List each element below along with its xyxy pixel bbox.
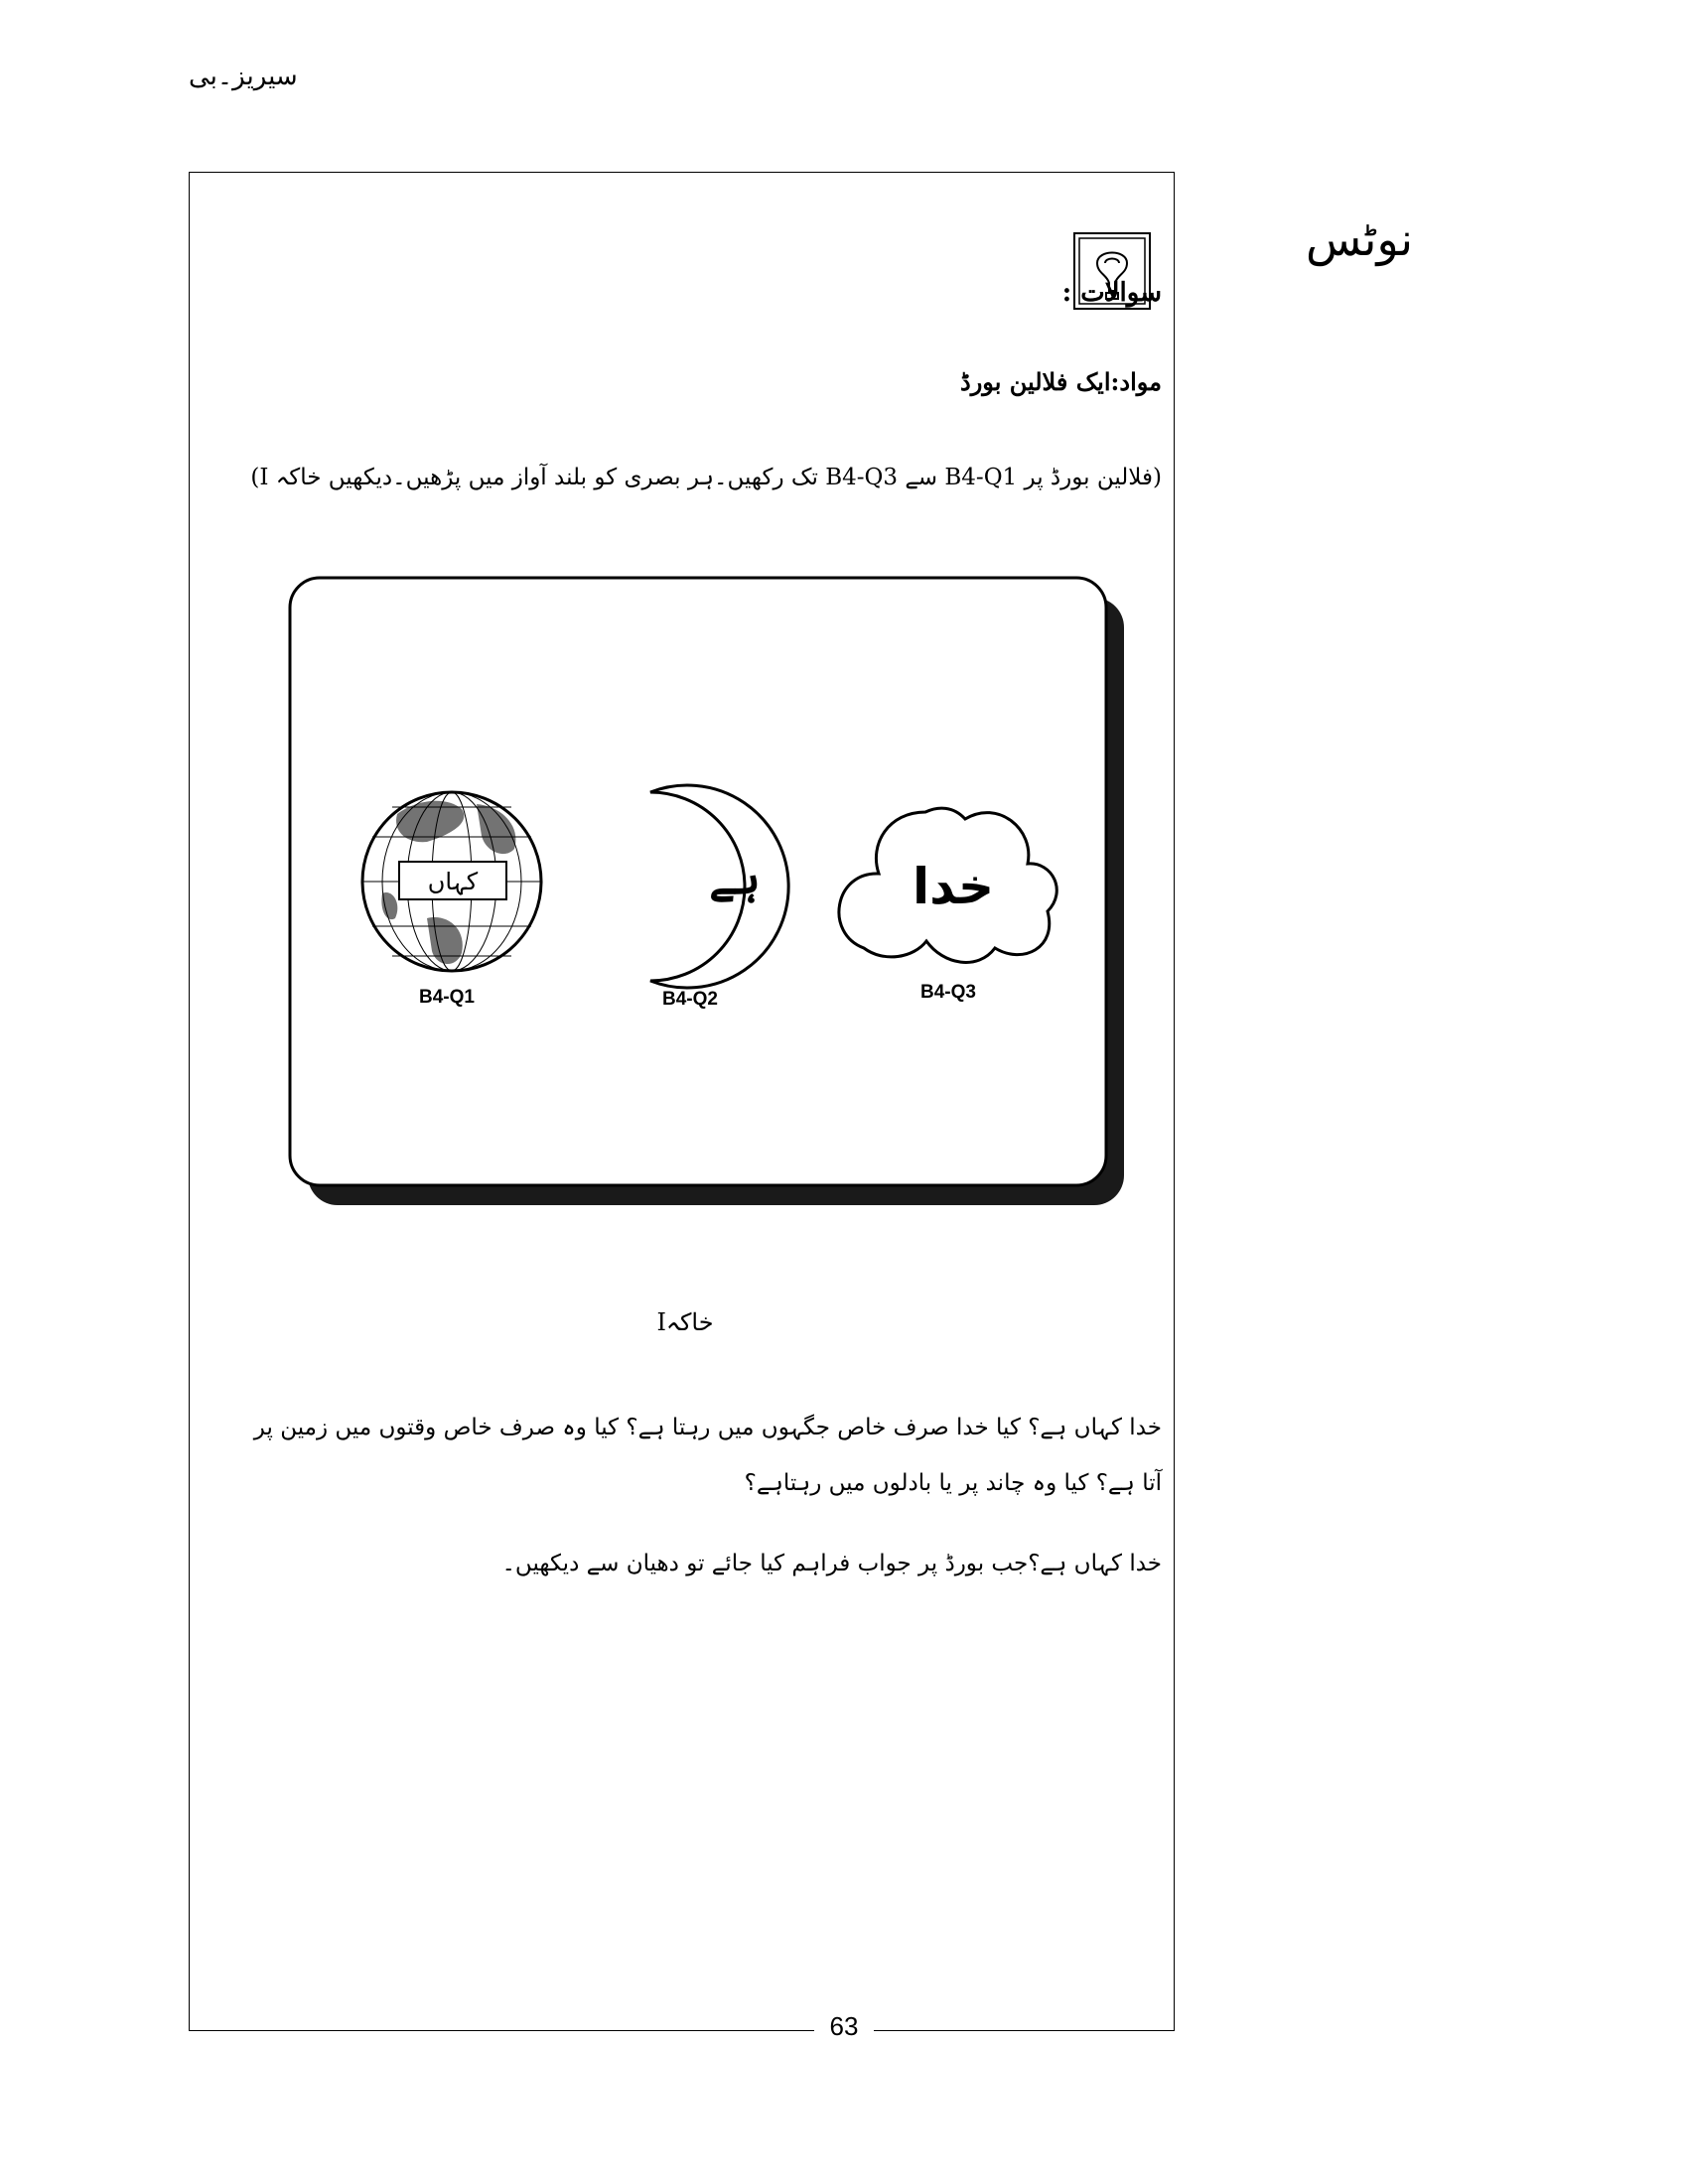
flannel-board-figure	[288, 576, 1134, 1216]
materials-line: مواد:ایک فلالین بورڈ	[960, 367, 1162, 396]
questions-heading: سوالات :	[1061, 278, 1162, 308]
crescent-word: ہے	[709, 854, 761, 904]
figure-caption: خاکہI	[656, 1308, 714, 1336]
cloud-word: خدا	[912, 858, 995, 915]
instruction-text: (فلالین بورڈ پر B4-Q1 سے B4-Q3 تک رکھیں۔ہر بصری کو بلند آواز میں پڑھیں۔دیکھیں خاکہ I)	[250, 465, 1162, 490]
page-number: 63	[814, 2011, 874, 2042]
globe-word: کہاں	[427, 868, 479, 895]
body-paragraph-2: خدا کہاں ہے؟جب بورڈ پر جواب فراہم کیا جائے تو دھیان سے دیکھیں۔	[501, 1551, 1162, 1576]
globe-code: B4-Q1	[419, 987, 475, 1008]
notes-heading: نوٹس	[1306, 212, 1414, 266]
crescent-code: B4-Q2	[662, 989, 718, 1010]
cloud-code: B4-Q3	[920, 982, 976, 1003]
series-label: سیریز۔بی	[189, 62, 298, 91]
body-paragraph-1: خدا کہاں ہے؟ کیا خدا صرف خاص جگہوں میں رہتا ہے؟ کیا وہ صرف خاص وقتوں میں زمین پر آتا ہے؟ کیا وہ چاند پر یا بادلوں میں رہتاہے؟	[253, 1415, 1162, 1496]
